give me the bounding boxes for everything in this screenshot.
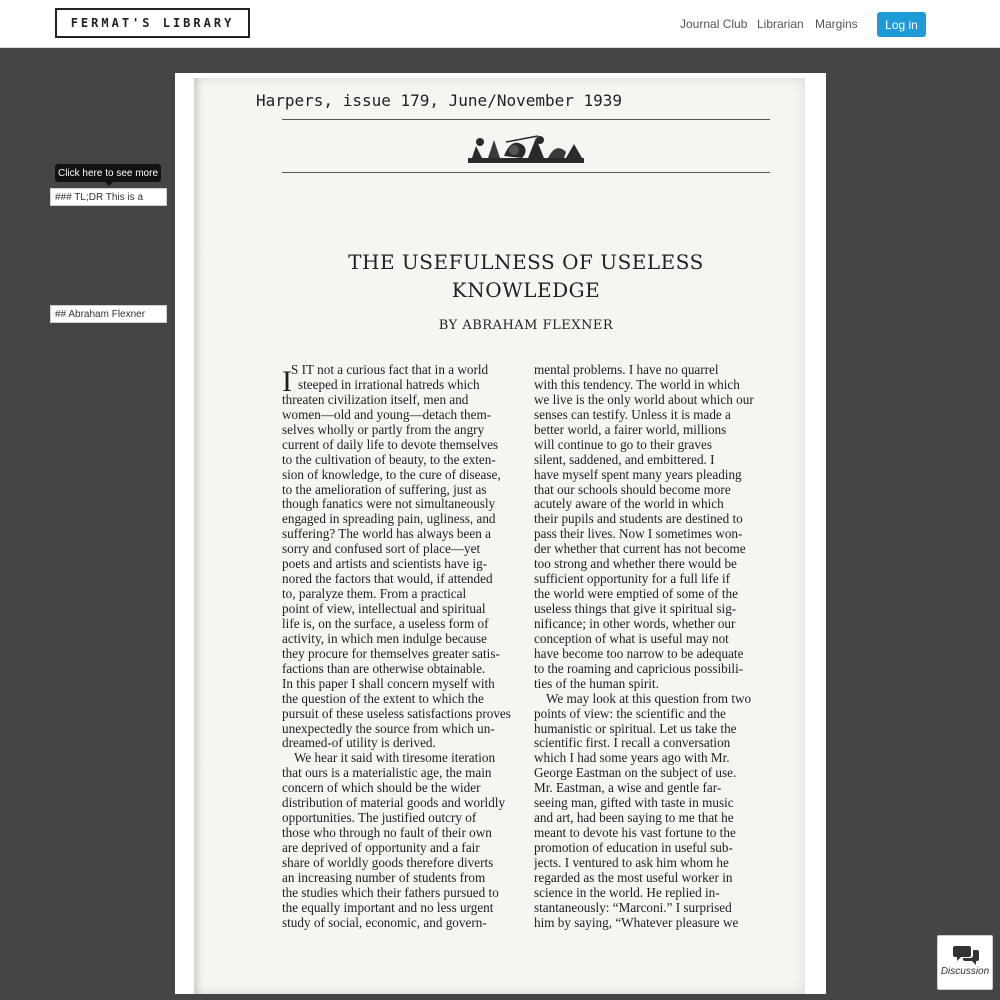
right-text-column [534, 363, 770, 931]
text-line: seeing man, gifted with taste in music [534, 796, 734, 811]
article-title [274, 248, 778, 304]
text-line: to, paralyze them. From a practical [282, 587, 467, 602]
nav-link-margins[interactable]: Margins [815, 17, 858, 31]
text-line: that ours is a materialistic age, the main [282, 766, 492, 781]
page-shadow-edge [194, 78, 202, 994]
text-line: threaten civilization itself, men and [282, 392, 469, 407]
text-line: activity, in which men indulge because [282, 631, 487, 646]
bottom-rule [282, 172, 770, 173]
text-line: poets and artists and scientists have ig- [282, 557, 488, 572]
text-line: promotion of education in useful sub- [534, 841, 733, 855]
discussion-button[interactable] [937, 935, 993, 990]
text-line: suffering? The world has always been a [282, 527, 491, 542]
text-line: have become too narrow to be adequate [534, 646, 744, 661]
text-line: life is, on the surface, a useless form of [282, 616, 489, 631]
article-title-line-1: THE USEFULNESS OF USELESS [348, 250, 704, 274]
text-line: der whether that current has not become [534, 542, 746, 557]
comments-icon [953, 944, 979, 966]
text-line: jects. I ventured to ask him whom he [534, 855, 729, 870]
text-line: have myself spent many years pleading [534, 467, 742, 482]
text-line: share of worldly goods therefore diverts [282, 855, 494, 870]
article-byline: BY ABRAHAM FLEXNER [438, 318, 614, 333]
margin-note-tldr[interactable]: ### TL;DR This is a [50, 188, 167, 206]
text-line: S IT not a curious fact that in a world [291, 363, 489, 377]
text-line: him by saying, “Whatever pleasure we [534, 915, 739, 930]
article-title-line-2: KNOWLEDGE [451, 278, 601, 302]
text-line: points of view: the scientific and the [534, 706, 726, 721]
text-line: too strong and whether there would be [534, 557, 737, 572]
text-line: humanistic or spiritual. Let us take the [534, 721, 737, 736]
text-line: sorry and confused sort of place—yet [282, 542, 481, 557]
text-line: to the amelioration of suffering, just as [282, 482, 487, 497]
text-line: Mr. Eastman, a wise and gentle far- [534, 781, 722, 796]
text-line: their pupils and students are destined to [534, 512, 743, 527]
text-line: the equally important and no less urgent [282, 900, 494, 915]
text-line: those who through no fault of their own [282, 826, 492, 841]
text-line: senses can testify. Unless it is made a [534, 407, 731, 422]
text-line: an increasing number of students from [282, 870, 486, 885]
text-line: are deprived of opportunity and a fair [282, 841, 480, 855]
text-line: regarded as the most useful worker in [534, 870, 733, 885]
text-line: with this tendency. The world in which [534, 377, 740, 392]
text-line: conception of what is useful may not [534, 631, 729, 646]
text-line: dreamed-of utility is derived. [282, 736, 436, 751]
text-line: which I had some years ago with Mr. [534, 751, 730, 766]
text-line: engaged in spreading pain, ugliness, and [282, 512, 496, 527]
text-line: sion of knowledge, to the cure of disease, [282, 467, 501, 482]
text-line: science in the world. He replied in- [534, 885, 720, 900]
paper-viewer [175, 73, 826, 994]
text-line: steeped in irrational hatreds which [298, 377, 480, 392]
drop-cap: I [282, 365, 292, 398]
text-line: we live is the only world about which our [534, 392, 754, 407]
text-line: unexpectedly the source from which un- [282, 721, 495, 736]
text-line: ties of the human spirit. [534, 676, 659, 691]
text-line: In this paper I shall concern myself with [282, 676, 495, 691]
text-line: scientific first. I recall a conversation [534, 736, 731, 751]
login-button[interactable]: Log in [877, 12, 926, 37]
text-line: acutely aware of the world in which [534, 497, 724, 512]
text-line: distribution of material goods and worldly [282, 796, 506, 811]
text-line: We may look at this question from two [546, 691, 752, 706]
top-rule [282, 119, 770, 120]
text-line: meant to devote his vast fortune to the [534, 826, 736, 841]
text-line: factions than are otherwise obtainable. [282, 661, 486, 676]
see-more-tooltip: Click here to see more [55, 164, 161, 182]
text-line: the studies which their fathers pursued to [282, 885, 499, 900]
text-line: silent, saddened, and embittered. I [534, 452, 715, 467]
nav-link-journal-club[interactable]: Journal Club [680, 17, 748, 31]
text-line: nificance; in other words, whether our [534, 616, 736, 631]
text-line: useless things that give it spiritual sig- [534, 602, 737, 616]
nav-link-librarian[interactable]: Librarian [757, 17, 804, 31]
text-line: mental problems. I have no quarrel [534, 363, 719, 377]
margin-note-author[interactable]: ## Abraham Flexner [50, 305, 167, 323]
text-line: they procure for themselves greater satis- [282, 646, 500, 661]
text-line: women—old and young—detach them- [282, 407, 492, 422]
text-line: the question of the extent to which the [282, 691, 484, 706]
text-line: pass their lives. Now I sometimes won- [534, 527, 743, 542]
text-line: study of social, economic, and govern- [282, 915, 487, 930]
text-line: will continue to go to their graves [534, 437, 712, 452]
text-line: current of daily life to devote themselves [282, 437, 499, 452]
text-line: opportunities. The justified outcry of [282, 811, 477, 826]
text-line: point of view, intellectual and spiritual [282, 602, 486, 616]
text-line: that our schools should become more [534, 482, 731, 497]
text-line: though fanatics were not simultaneously [282, 497, 496, 512]
text-line: the world were emptied of some of the [534, 587, 738, 602]
left-text-column [282, 363, 518, 931]
top-navbar [0, 0, 1000, 48]
issue-header-note: Harpers, issue 179, June/November 1939 [256, 91, 623, 110]
text-line: selves wholly or partly from the angry [282, 422, 485, 437]
text-line: We hear it said with tiresome iteration [294, 751, 496, 766]
text-line: to the cultivation of beauty, to the exten- [282, 452, 496, 467]
text-line: to the roaming and capricious possibili- [534, 661, 744, 676]
site-logo[interactable]: FERMAT'S LIBRARY [55, 8, 250, 38]
text-line: stantaneously: “Marconi.” I surprised [534, 900, 732, 915]
text-line: George Eastman on the subject of use. [534, 766, 737, 781]
discussion-label: Discussion [940, 966, 990, 977]
text-line: pursuit of these useless satisfactions proves [282, 706, 511, 721]
text-line: concern of which should be the wider [282, 781, 481, 796]
text-line: nored the factors that would, if attended [282, 572, 493, 587]
text-line: sufficient opportunity for a full life if [534, 572, 731, 587]
text-line: better world, a fairer world, millions [534, 422, 727, 437]
paper-page [194, 78, 805, 994]
ornament-illustration [466, 132, 586, 166]
text-line: and art, had been saying to me that he [534, 811, 734, 826]
